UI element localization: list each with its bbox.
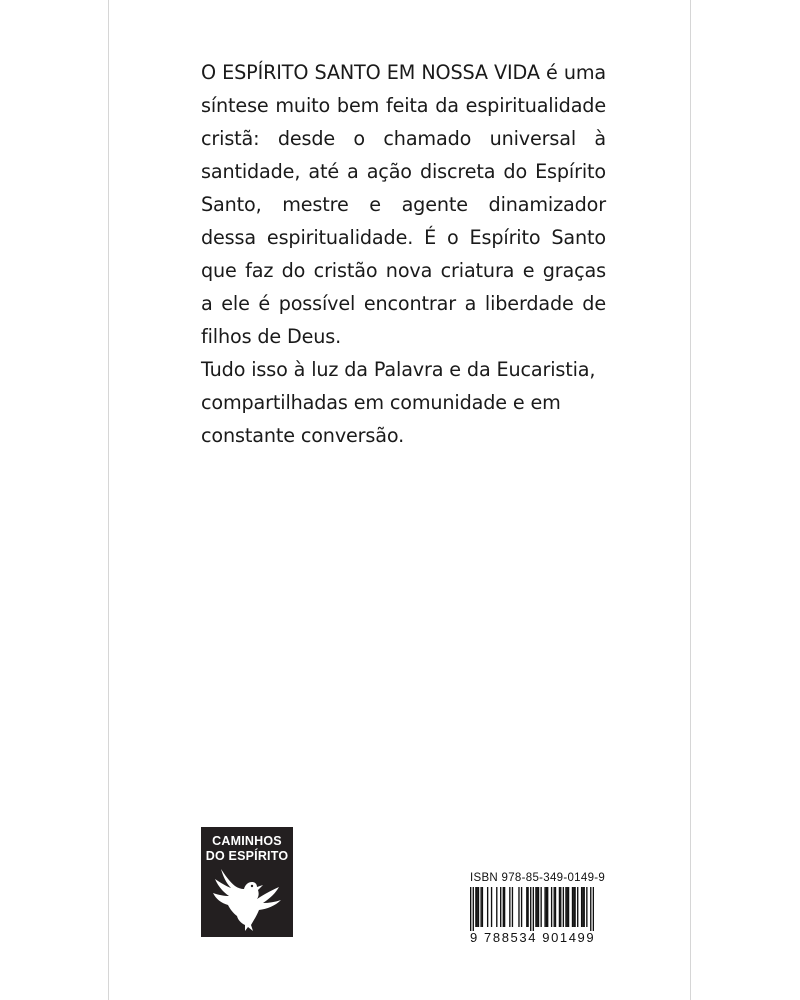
barcode-bar-33 [563, 887, 564, 927]
blurb-paragraph-2: Tudo isso à luz da Palavra e da Eucaristia, compartilhadas em comunidade e em constante conversão. [201, 358, 596, 447]
barcode-bar-40 [577, 887, 578, 927]
series-logo-line-1: CAMINHOS [212, 834, 282, 848]
barcode-bar-31 [559, 887, 560, 927]
barcode-bar-3 [477, 887, 478, 927]
cover-right-edge [690, 0, 691, 1000]
barcode-bar-42 [582, 887, 583, 927]
barcode-bar-24 [540, 887, 541, 927]
barcode-bar-37 [572, 887, 573, 927]
barcode-bar-34 [565, 887, 566, 927]
barcode-bar-38 [573, 887, 574, 927]
barcode-bar-17 [526, 887, 527, 927]
barcode-bar-20 [533, 887, 534, 931]
barcode-bar-5 [480, 887, 481, 927]
cover-left-edge [108, 0, 109, 1000]
barcode-bar-1 [473, 887, 474, 931]
barcode-bar-13 [509, 887, 510, 927]
barcode-bar-19 [530, 887, 531, 931]
barcode-bar-36 [568, 887, 569, 927]
barcode-bar-7 [487, 887, 488, 927]
barcode-bar-26 [546, 887, 547, 927]
barcode-bar-30 [555, 887, 556, 927]
barcode-bar-0 [470, 887, 471, 931]
series-logo [201, 827, 293, 937]
back-cover-blurb [201, 56, 606, 452]
barcode-bar-35 [567, 887, 568, 927]
barcode-bar-15 [518, 887, 519, 927]
barcode-bar-2 [475, 887, 476, 927]
barcode-bar-43 [584, 887, 585, 927]
barcode-bar-6 [482, 887, 483, 927]
barcode-bar-9 [496, 887, 497, 927]
barcode-bar-22 [537, 887, 538, 927]
blurb-paragraph-1: O ESPÍRITO SANTO EM NOSSA VIDA é uma síntese muito bem feita da espiritualidade cristã: desde o chamado universal à santidade, até a ação discreta do Espírito Santo, mestre e agente dinamizador dessa espiritualidade. É o Espírito Santo que faz do cristão nova criatura e graças a ele é possível encontrar a liberdade de filhos de Deus. [201, 61, 606, 348]
barcode-bar-23 [538, 887, 539, 927]
barcode-bar-10 [500, 887, 501, 927]
barcode-bar-25 [544, 887, 545, 927]
barcode-bar-46 [593, 887, 594, 931]
isbn-barcode [470, 872, 606, 945]
barcode-bar-16 [521, 887, 522, 927]
barcode-bar-8 [491, 887, 492, 927]
isbn-label: ISBN 978-85-349-0149-9 [470, 872, 606, 884]
series-logo-line-2: DO ESPÍRITO [205, 849, 289, 863]
dove-icon [207, 865, 287, 933]
barcode-bar-12 [504, 887, 505, 927]
barcode-bar-21 [535, 887, 536, 927]
barcode-bar-4 [478, 887, 479, 927]
barcode-bar-28 [551, 887, 552, 927]
barcode-bar-29 [554, 887, 555, 927]
barcode-bars [470, 887, 594, 931]
barcode-bar-39 [574, 887, 575, 927]
barcode-bar-41 [581, 887, 582, 927]
barcode-bar-32 [560, 887, 561, 927]
barcode-bar-27 [547, 887, 548, 927]
barcode-bar-18 [527, 887, 528, 927]
barcode-bar-11 [503, 887, 504, 927]
barcode-bar-45 [590, 887, 591, 931]
barcode-bar-44 [586, 887, 587, 927]
barcode-digits: 9 788534 901499 [470, 930, 596, 945]
barcode-bar-14 [512, 887, 513, 927]
